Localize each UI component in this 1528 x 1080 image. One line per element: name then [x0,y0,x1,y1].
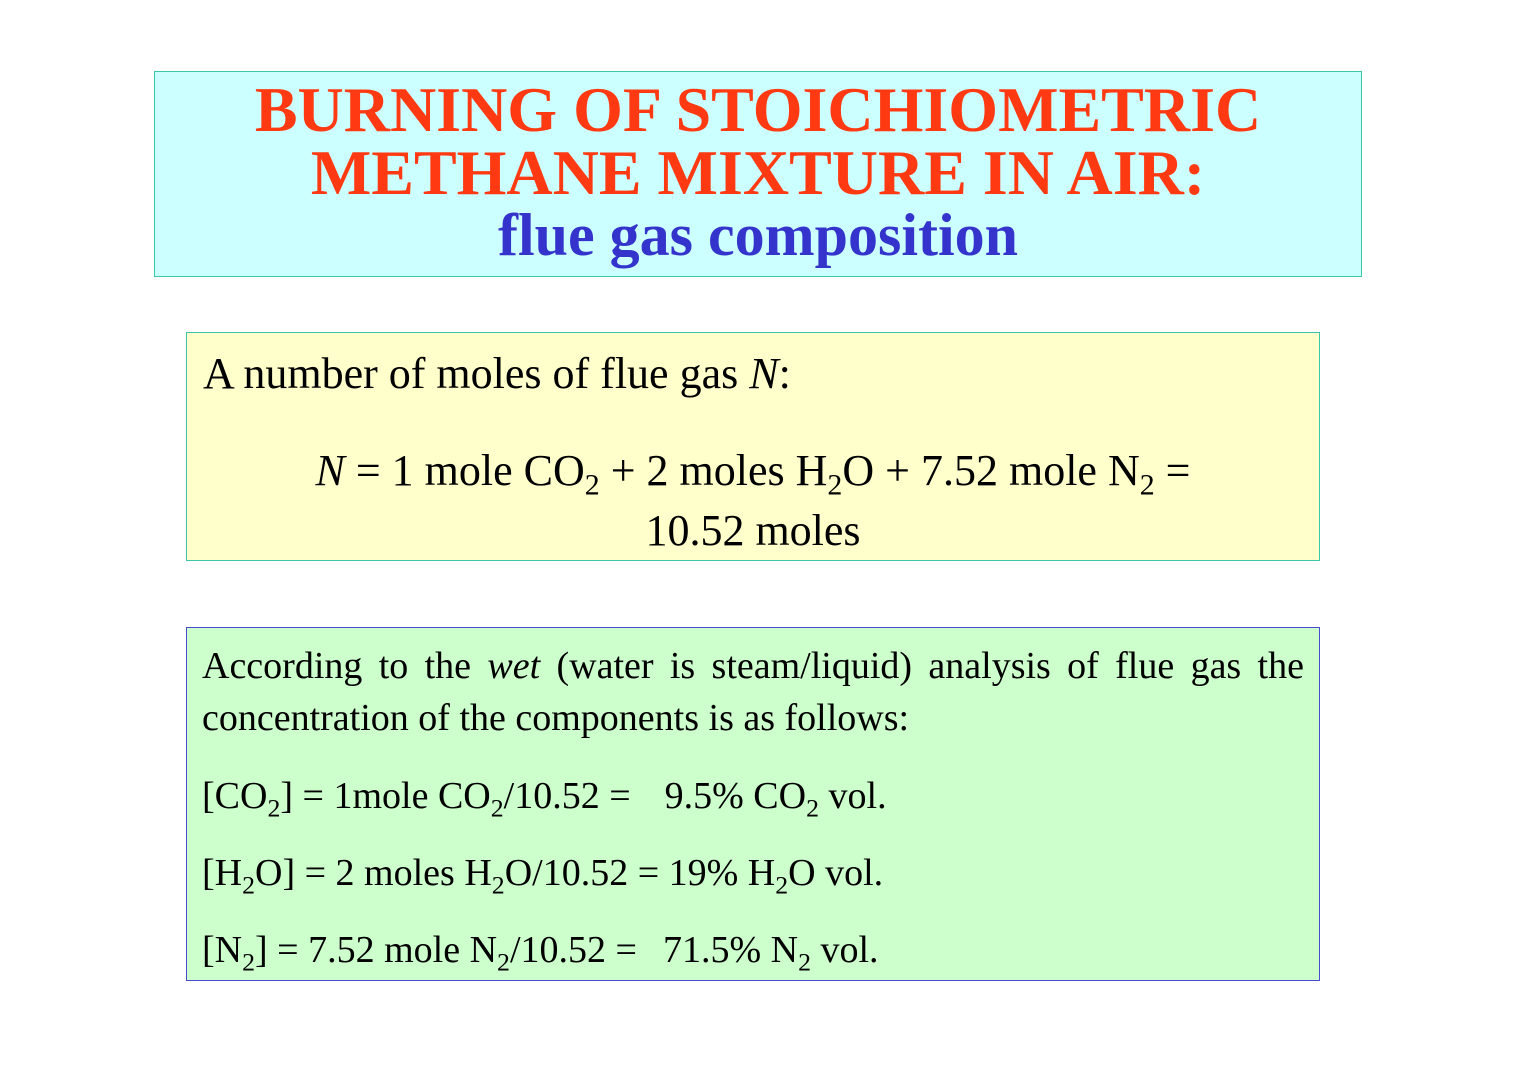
h2o-sub-1: 2 [242,870,256,900]
co2-c: /10.52 = [503,775,631,817]
equation-line [187,441,1319,501]
eq-part-3: O + 7.52 mole N [842,446,1140,495]
analysis-intro [202,640,1304,744]
analysis-box [186,627,1320,981]
co2-sub-2: 2 [490,793,504,823]
eq-part-4: = [1154,446,1191,495]
n2-d: 71.5% N [662,929,799,971]
h2o-b: O] = 2 moles H [255,852,492,894]
title-line-2: METHANE MIXTURE IN AIR: [310,137,1206,208]
co2-d: 9.5% CO [664,775,807,817]
h2o-d: O vol. [788,852,884,894]
n2-a: [N [202,929,243,971]
moles-intro [203,349,791,399]
eq-part-1: = 1 mole CO [344,446,585,495]
co2-concentration [202,774,887,823]
n2-concentration [202,928,879,977]
h2o-sub-3: 2 [775,870,789,900]
analysis-text-wet: wet [487,645,541,687]
h2o-a: [H [202,852,243,894]
co2-e: vol. [819,775,887,817]
co2-sub-3: 2 [806,793,820,823]
moles-intro-text: A number of moles of flue gas [203,349,750,398]
n2-e: vol. [811,929,879,971]
eq-sub-n2: 2 [1139,468,1155,502]
n2-c: /10.52 = [509,929,637,971]
eq-sub-h2o: 2 [827,468,843,502]
equation-var: N [315,446,345,495]
h2o-concentration [202,851,884,900]
equation-total: 10.52 moles [645,506,861,555]
h2o-c: O/10.52 = 19% H [504,852,776,894]
title-box [154,71,1362,277]
eq-part-2: + 2 moles H [599,446,828,495]
analysis-text-before: According to the [202,645,488,687]
n2-b: ] = 7.52 mole N [255,929,498,971]
co2-b: ] = 1mole CO [280,775,491,817]
eq-sub-co2: 2 [584,468,600,502]
h2o-sub-2: 2 [491,870,505,900]
n2-sub-2: 2 [497,947,510,977]
analysis-text-after: (water is steam/liquid) analysis of flue gas the concentration of the components is as follows: [202,645,1304,739]
title-subtitle: flue gas composition [497,202,1019,268]
moles-box [186,332,1320,561]
moles-intro-var: N [749,349,779,398]
moles-equation [187,441,1319,561]
moles-intro-colon: : [778,349,791,398]
n2-sub-1: 2 [242,947,256,977]
co2-a: [CO [202,775,268,817]
n2-sub-3: 2 [798,947,811,977]
co2-sub-1: 2 [267,793,281,823]
title-line-1: BURNING OF STOICHIOMETRIC [254,74,1262,145]
